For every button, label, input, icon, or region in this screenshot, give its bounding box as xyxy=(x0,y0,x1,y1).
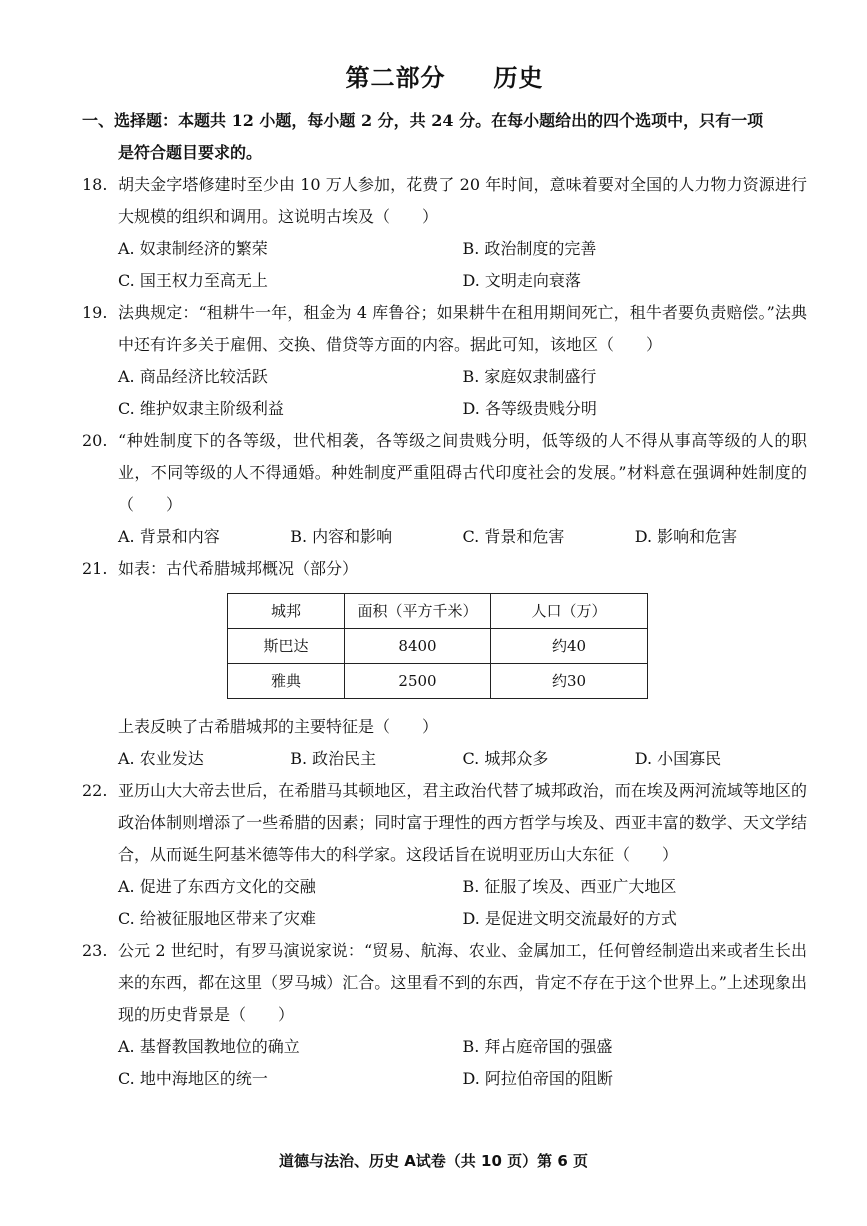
question-stem: 如表：古代希腊城邦概况（部分） xyxy=(118,559,359,578)
option-b: B. 拜占庭帝国的强盛 xyxy=(462,1037,613,1056)
question-22 xyxy=(82,775,807,935)
question-23 xyxy=(82,935,807,1095)
question-number: 18. xyxy=(82,175,108,194)
option-d: D. 阿拉伯帝国的阻断 xyxy=(462,1069,613,1088)
question-21 xyxy=(82,553,807,775)
table-header-cell: 面积（平方千米） xyxy=(345,594,491,629)
option-a: A. 背景和内容 xyxy=(118,527,220,546)
option-b: B. 政治制度的完善 xyxy=(462,239,597,258)
title-subject: 历史 xyxy=(493,64,544,92)
option-d: D. 文明走向衰落 xyxy=(462,271,581,290)
section-instructions xyxy=(82,105,807,169)
city-state-table xyxy=(227,593,648,699)
option-c: C. 背景和危害 xyxy=(462,527,565,546)
option-b: B. 政治民主 xyxy=(290,749,377,768)
title-part: 第二部分 xyxy=(345,64,446,92)
option-b: B. 征服了埃及、西亚广大地区 xyxy=(462,877,677,896)
section-head: 一、选择题：本题共 12 小题，每小题 2 分，共 24 分。在每小题给出的四个选项中，只有一项 xyxy=(82,111,764,130)
question-followup: 上表反映了古希腊城邦的主要特征是（ ） xyxy=(118,717,439,736)
question-stem: 公元 2 世纪时，有罗马演说家说：“贸易、航海、农业、金属加工，任何曾经制造出来或者生长出来的东西，都在这里（罗马城）汇合。这里看不到的东西，肯定不存在于这个世界上。”上述现象出现的历史背景是（ ） xyxy=(118,941,807,1024)
question-stem: 法典规定：“租耕牛一年，租金为 4 库鲁谷；如果耕牛在租用期间死亡，租牛者要负责赔偿。”法典中还有许多关于雇佣、交换、借贷等方面的内容。据此可知，该地区（ ） xyxy=(118,303,807,354)
option-c: C. 维护奴隶主阶级利益 xyxy=(118,399,284,418)
option-c: C. 地中海地区的统一 xyxy=(118,1069,268,1088)
table-header-cell: 城邦 xyxy=(228,594,345,629)
table-row xyxy=(228,664,648,699)
question-number: 21. xyxy=(82,559,108,578)
table-cell: 约30 xyxy=(491,664,648,699)
option-a: A. 促进了东西方文化的交融 xyxy=(118,877,316,896)
question-19 xyxy=(82,297,807,425)
question-number: 23. xyxy=(82,941,108,960)
question-18 xyxy=(82,169,807,297)
section-tail: 是符合题目要求的。 xyxy=(118,143,263,162)
table-cell: 2500 xyxy=(345,664,491,699)
page-footer: 道德与法治、历史 A试卷（共 10 页）第 6 页 xyxy=(278,1152,589,1170)
option-d: D. 是促进文明交流最好的方式 xyxy=(462,909,677,928)
option-c: C. 给被征服地区带来了灾难 xyxy=(118,909,316,928)
table-header-cell: 人口（万） xyxy=(491,594,648,629)
question-20 xyxy=(82,425,807,553)
option-d: D. 影响和危害 xyxy=(634,527,738,546)
table-cell: 8400 xyxy=(345,629,491,664)
option-d: D. 小国寡民 xyxy=(634,749,722,768)
question-stem: 胡夫金字塔修建时至少由 10 万人参加，花费了 20 年时间，意味着要对全国的人力物力资源进行大规模的组织和调用。这说明古埃及（ ） xyxy=(118,175,807,226)
option-a: A. 商品经济比较活跃 xyxy=(118,367,268,386)
question-stem: 亚历山大大帝去世后，在希腊马其顿地区，君主政治代替了城邦政治，而在埃及两河流域等地区的政治体制则增添了一些希腊的因素；同时富于理性的西方哲学与埃及、西亚丰富的数学、天文学结合，从而诞生阿基米德等伟大的科学家。这段话旨在说明亚历山大东征（ ） xyxy=(118,781,807,864)
option-d: D. 各等级贵贱分明 xyxy=(462,399,597,418)
question-stem: “种姓制度下的各等级，世代相袭，各等级之间贵贱分明，低等级的人不得从事高等级的人的职业，不同等级的人不得通婚。种姓制度严重阻碍古代印度社会的发展。”材料意在强调种姓制度的（ ） xyxy=(118,431,807,514)
table-cell: 约40 xyxy=(491,629,648,664)
table-cell: 雅典 xyxy=(228,664,345,699)
option-c: C. 国王权力至高无上 xyxy=(118,271,268,290)
page-title xyxy=(82,58,807,93)
table-header-row xyxy=(228,594,648,629)
table-row xyxy=(228,629,648,664)
question-number: 22. xyxy=(82,781,108,800)
option-a: A. 基督教国教地位的确立 xyxy=(118,1037,300,1056)
option-b: B. 内容和影响 xyxy=(290,527,393,546)
question-number: 20. xyxy=(82,431,108,450)
table-cell: 斯巴达 xyxy=(228,629,345,664)
option-a: A. 奴隶制经济的繁荣 xyxy=(118,239,268,258)
option-b: B. 家庭奴隶制盛行 xyxy=(462,367,597,386)
question-number: 19. xyxy=(82,303,108,322)
option-a: A. 农业发达 xyxy=(118,749,204,768)
option-c: C. 城邦众多 xyxy=(462,749,549,768)
